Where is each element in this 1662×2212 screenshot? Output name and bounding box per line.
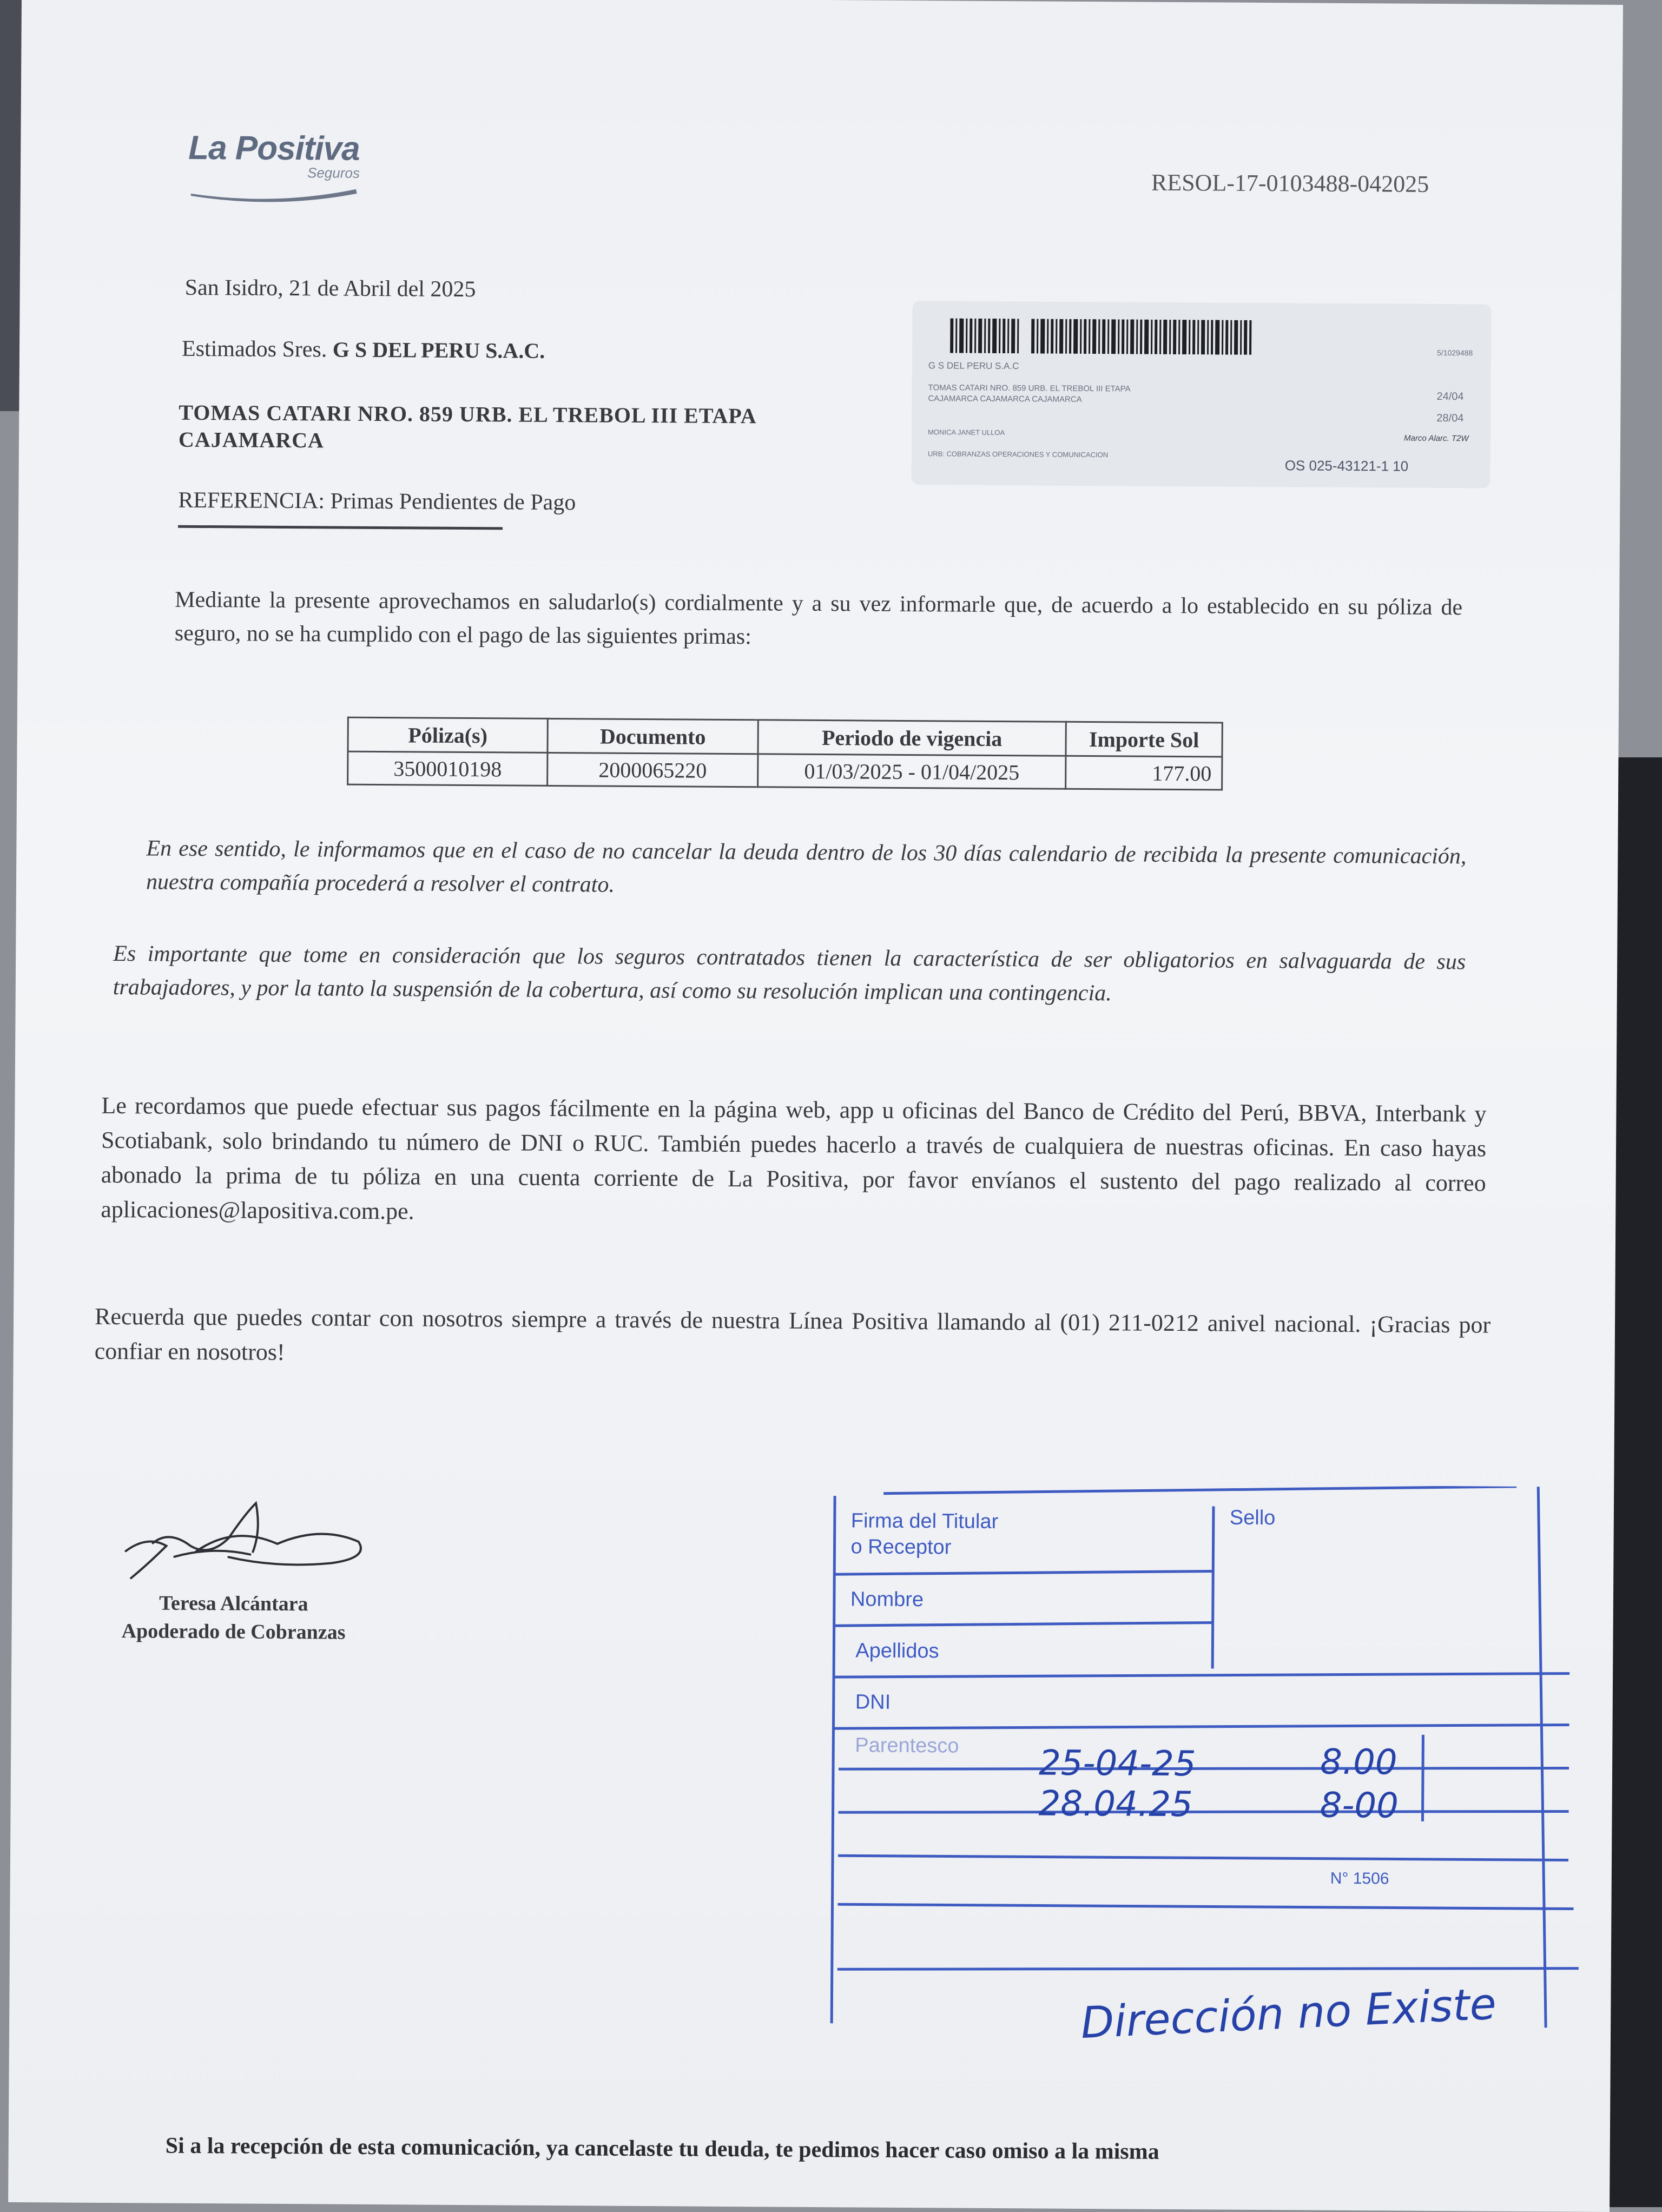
signer-name: Teresa Alcántara [159, 1592, 308, 1616]
handwritten-date-1: 25-04-25 [1038, 1743, 1196, 1785]
paragraph-2: Es importante que tome en consideración que los seguros contratados tienen la característica de ser obligatorios en salvaguarda de sus trabajadores, y por la tanto la suspensión de la cobertura, así como su resolución implican una contingencia. [113, 941, 1466, 1006]
table-header-cell: Periodo de vigencia [758, 720, 1066, 756]
table-row [348, 751, 1222, 790]
table-cell: 2000065220 [548, 752, 758, 787]
table-cell: 3500010198 [348, 751, 548, 785]
paragraph-3: Le recordamos que puede efectuar sus pagos fácilmente en la página web, app u oficinas del Banco de Crédito del Perú, BBVA, Interbank y Scotiabank, solo brindando tu número de DNI o RUC. También puedes hacerlo a través de cualquiera de nuestras oficinas. En caso hayas abonado la prima de tu póliza en una cuenta corriente de La Positiva, por favor envíanos el sustento del pago realizado al correo aplicaciones@lapositiva.com.pe. [101, 1092, 1487, 1225]
paragraph-1: En ese sentido, le informamos que en el caso de no cancelar la deuda dentro de los 30 días calendario de recibida la presente comunicación, nuestra compañía procederá a resolver el contrato. [146, 836, 1467, 897]
table-cell: 01/03/2025 - 01/04/2025 [758, 754, 1066, 789]
paragraph-4: Recuerda que puedes contar con nosotros siempre a través de nuestra Línea Positiva llamando al (01) 211-0212 anivel nacional. ¡Gracias por confiar en nosotros! [94, 1303, 1491, 1365]
stamp-parentesco-label: Parentesco [855, 1734, 959, 1758]
signer-title: Apoderado de Cobranzas [121, 1620, 346, 1644]
sticker-line-4: URB: COBRANZAS OPERACIONES Y COMUNICACION [927, 450, 1109, 459]
logo-wordmark: La Positiva [188, 129, 360, 168]
resolution-code: RESOL-17-0103488-042025 [1151, 169, 1429, 197]
table-header-cell: Importe Sol [1066, 722, 1222, 757]
footer-note: Si a la recepción de esta comunicación, ya cancelaste tu deuda, te pedimos hacer caso omiso a la misma [165, 2133, 1159, 2164]
sticker-date-1: 24/04 [1436, 390, 1464, 403]
stamp-number-label: N° 1506 [1330, 1869, 1389, 1888]
stamp-dni-label: DNI [855, 1691, 891, 1714]
handwritten-note: Dirección no Existe [1079, 1978, 1498, 2049]
stamp-nombre-label: Nombre [850, 1588, 924, 1612]
intro-paragraph: Mediante la presente aprovechamos en saludarlo(s) cordialmente y a su vez informarle que, de acuerdo a lo establecido en su póliza de seguro, no se ha cumplido con el pago de las siguientes primas: [174, 587, 1463, 650]
stamp-firma-label: Firma del Titular [850, 1509, 999, 1534]
sticker-os-code: OS 025-43121-1 10 [1284, 457, 1409, 474]
greeting [182, 336, 545, 364]
address-line-1: TOMAS CATARI NRO. 859 URB. EL TREBOL III ETAPA [179, 400, 757, 428]
company-logo [188, 129, 405, 206]
stamp-sello-label: Sello [1229, 1506, 1276, 1530]
recipient-name: G S DEL PERU S.A.C. [332, 337, 545, 363]
address-line-2: CAJAMARCA [178, 427, 325, 453]
logo-subtitle: Seguros [307, 164, 360, 181]
sticker-line-2: CAJAMARCA CAJAMARCA CAJAMARCA [928, 394, 1082, 404]
handwritten-time-2: 8-00 [1320, 1785, 1399, 1826]
letter-date: San Isidro, 21 de Abril del 2025 [184, 275, 476, 302]
reference-underline [178, 525, 503, 530]
handwritten-time-1: 8.00 [1320, 1742, 1397, 1783]
table-header-cell: Documento [548, 718, 758, 754]
recipient-address [179, 399, 757, 457]
handwritten-date-2: 28.04.25 [1038, 1784, 1193, 1825]
sticker-date-2: 28/04 [1436, 412, 1464, 425]
sticker-company: G S DEL PERU S.A.C [928, 360, 1019, 372]
premiums-table [347, 717, 1223, 791]
shipping-label-sticker [912, 301, 1492, 488]
logo-swoosh-icon [188, 177, 361, 206]
reference-line: REFERENCIA: Primas Pendientes de Pago [178, 487, 576, 516]
table-header-row [348, 717, 1222, 757]
stamp-apellidos-label: Apellidos [855, 1639, 939, 1663]
stamp-receptor-label: o Receptor [850, 1535, 952, 1559]
sticker-line-1: TOMAS CATARI NRO. 859 URB. EL TREBOL III ETAPA [928, 383, 1131, 394]
sticker-code-right: 5/1029488 [1436, 348, 1473, 358]
reception-stamp [799, 1482, 1592, 2061]
letter-paper [8, 0, 1623, 2212]
sticker-line-3: MONICA JANET ULLOA [928, 428, 1005, 437]
greeting-prefix: Estimados Sres. [181, 336, 327, 362]
handwritten-signature [115, 1491, 386, 1590]
table-header-cell: Póliza(s) [348, 717, 548, 752]
sticker-handler: Marco Alarc. T2W [1404, 433, 1469, 444]
signer-block [87, 1589, 380, 1647]
barcode-icon [950, 318, 1253, 354]
table-cell: 177.00 [1066, 756, 1222, 790]
